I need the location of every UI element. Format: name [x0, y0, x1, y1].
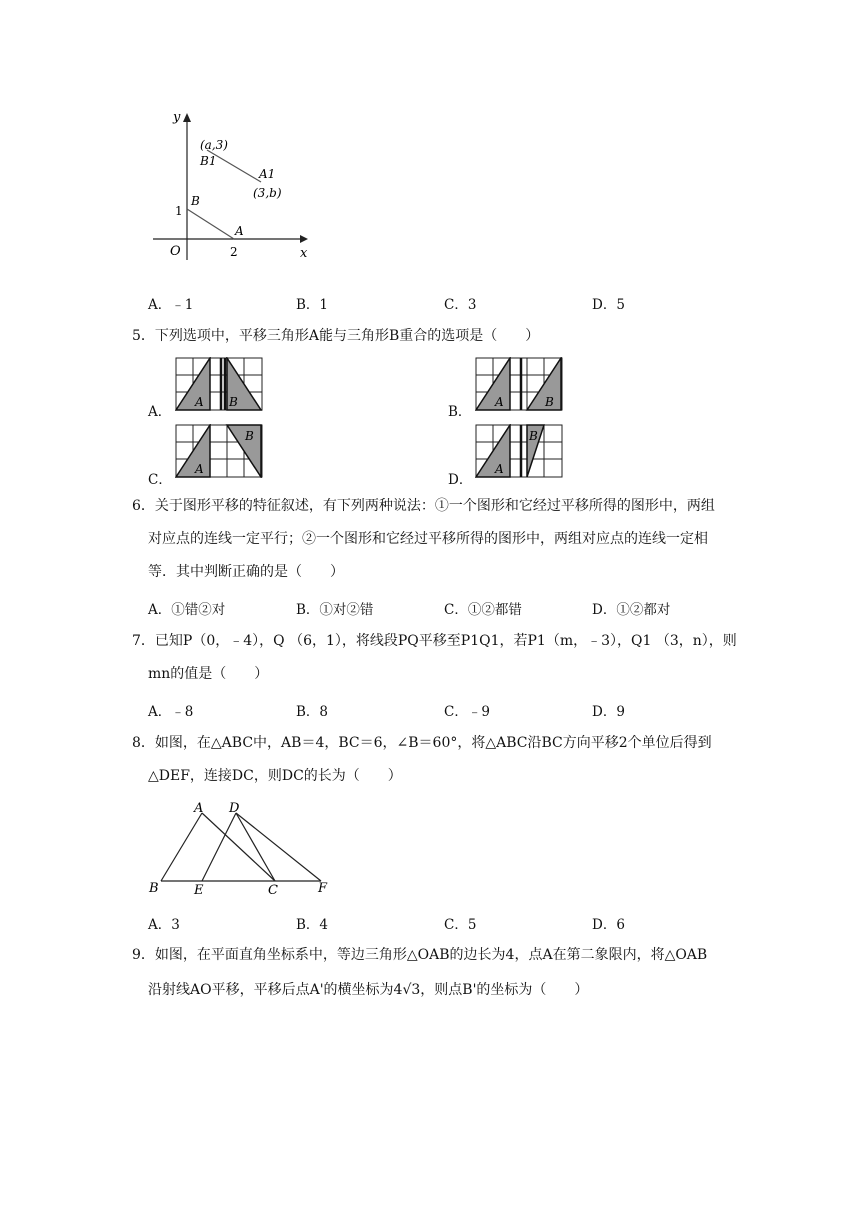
- q4-tick-1: 1: [175, 204, 183, 218]
- q5-option-c-letter[interactable]: C．: [148, 472, 172, 488]
- q7-option-d[interactable]: D．9: [592, 704, 625, 720]
- q6-line-1: 6．关于图形平移的特征叙述，有下列两种说法：①一个图形和它经过平移所得的图形中，两组: [132, 498, 715, 514]
- q5-option-a-letter[interactable]: A．: [148, 404, 172, 420]
- q6-option-a[interactable]: A．①错②对: [148, 602, 226, 618]
- q5-d-tri-a-label: A: [495, 462, 504, 476]
- q8-triangle-figure: [144, 798, 340, 898]
- q8-option-d[interactable]: D．6: [592, 917, 625, 933]
- q4-tick-2: 2: [230, 245, 238, 259]
- q9-line-2: 沿射线AO平移，平移后点A'的横坐标为4√3，则点B'的坐标为（ ）: [148, 982, 589, 998]
- q4-point-b1: B1: [200, 154, 217, 168]
- q6-option-b[interactable]: B．①对②错: [296, 602, 374, 618]
- q8-option-a[interactable]: A．3: [148, 917, 180, 933]
- q8-label-c: C: [268, 883, 278, 898]
- q6-line-3: 等．其中判断正确的是（ ）: [148, 564, 344, 580]
- q7-option-c[interactable]: C．﹣9: [444, 704, 490, 720]
- q6-option-c[interactable]: C．①②都错: [444, 602, 522, 618]
- q9-line-1: 9．如图，在平面直角坐标系中，等边三角形△OAB的边长为4，点A在第二象限内，将△OAB: [132, 947, 708, 963]
- q4-y-label: y: [173, 110, 181, 125]
- q4-option-b[interactable]: B．1: [296, 297, 329, 313]
- q5-c-tri-b-label: B: [245, 429, 254, 443]
- q5-b-tri-b-label: B: [545, 395, 554, 409]
- q8-label-b: B: [149, 881, 159, 896]
- q7-line-2: mn的值是（ ）: [148, 666, 269, 682]
- q5-option-c-grid[interactable]: [175, 424, 263, 478]
- q5-d-tri-b-label: B: [529, 429, 538, 443]
- q4-coord-a1: (3,b): [253, 186, 282, 200]
- q6-option-d[interactable]: D．①②都对: [592, 602, 671, 618]
- q4-point-a: A: [235, 224, 244, 238]
- q5-option-b-grid[interactable]: [475, 357, 563, 411]
- q5-stem: 5．下列选项中，平移三角形A能与三角形B重合的选项是（ ）: [132, 328, 540, 344]
- q5-a-tri-b-label: B: [229, 395, 238, 409]
- q8-label-e: E: [194, 883, 204, 898]
- q4-coordinate-figure: [148, 105, 318, 265]
- q7-option-a[interactable]: A．﹣8: [148, 704, 194, 720]
- q4-point-b: B: [191, 194, 200, 208]
- q5-option-d-grid[interactable]: [475, 424, 563, 478]
- q5-option-a-grid[interactable]: [175, 357, 263, 411]
- q8-label-d: D: [229, 801, 240, 816]
- q4-origin-label: O: [170, 244, 181, 259]
- q8-label-a: A: [194, 801, 204, 816]
- q8-option-b[interactable]: B．4: [296, 917, 329, 933]
- q8-option-c[interactable]: C．5: [444, 917, 477, 933]
- q6-line-2: 对应点的连线一定平行；②一个图形和它经过平移所得的图形中，两组对应点的连线一定相: [148, 531, 708, 547]
- q4-point-a1: A1: [259, 167, 276, 181]
- q4-coord-b1: (a,3): [200, 138, 228, 152]
- q8-label-f: F: [318, 881, 328, 896]
- q7-line-1: 7．已知P（0，﹣4），Q （6，1），将线段PQ平移至P1Q1，若P1（m，﹣3），Q1 （3，n），则: [132, 633, 737, 649]
- q5-c-tri-a-label: A: [195, 462, 204, 476]
- q5-option-d-letter[interactable]: D．: [448, 472, 473, 488]
- q4-option-c[interactable]: C．3: [444, 297, 477, 313]
- q4-option-d[interactable]: D．5: [592, 297, 625, 313]
- q4-x-label: x: [300, 246, 308, 261]
- q7-option-b[interactable]: B．8: [296, 704, 329, 720]
- q4-option-a[interactable]: A．﹣1: [148, 297, 194, 313]
- q5-a-tri-a-label: A: [195, 395, 204, 409]
- q5-b-tri-a-label: A: [495, 395, 504, 409]
- q5-option-b-letter[interactable]: B．: [448, 404, 472, 420]
- q8-line-2: △DEF，连接DC，则DC的长为（ ）: [148, 768, 402, 784]
- q8-line-1: 8．如图，在△ABC中，AB＝4，BC＝6，∠B＝60°，将△ABC沿BC方向平移2个单位后得到: [132, 735, 712, 751]
